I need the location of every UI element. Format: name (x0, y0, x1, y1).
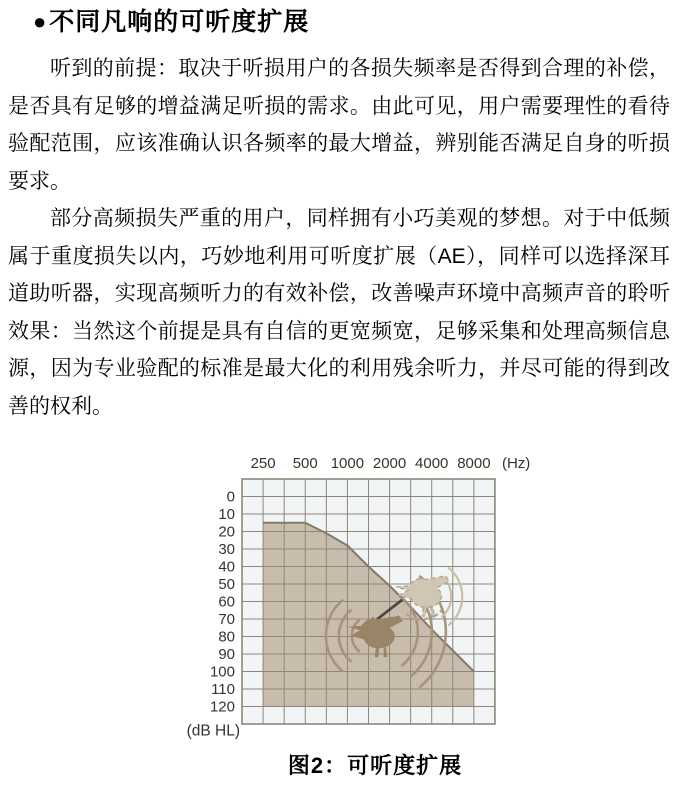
axis-label: 250 (250, 455, 276, 472)
paragraph-1: 听到的前提：取决于听损用户的各损失频率是否得到合理的补偿，是否具有足够的增益满足听损的需求。由此可见，用户需要理性的看待验配范围，应该准确认识各频率的最大增益，辨别能否满足自身的听损要求。 (8, 57, 670, 193)
axis-label: 10 (218, 506, 235, 524)
axis-label: 120 (209, 698, 235, 716)
axis-label: 0 (226, 488, 235, 506)
axis-label: 40 (218, 558, 235, 576)
bullet-icon: ● (33, 9, 48, 34)
axis-label: 30 (218, 541, 235, 559)
axis-label: 90 (218, 646, 235, 664)
axis-label: 2000 (372, 455, 407, 472)
axis-label: 80 (218, 628, 235, 646)
axis-label: (Hz) (501, 455, 531, 472)
axis-label: 500 (292, 455, 318, 472)
axis-label: 1000 (330, 455, 365, 472)
figure-audiogram (180, 449, 570, 780)
axis-label: 20 (218, 523, 235, 541)
audiogram-chart (180, 449, 570, 749)
axis-label: 70 (218, 611, 235, 629)
axis-label: (dB HL) (186, 722, 240, 740)
axis-label: 100 (209, 663, 235, 681)
axis-label: 4000 (415, 455, 449, 472)
figure-caption: 图2：可听度扩展 (287, 753, 463, 778)
axis-label: 60 (218, 593, 235, 611)
axis-label: 50 (218, 576, 235, 594)
axis-label: 8000 (457, 455, 491, 472)
page-title-text: 不同凡响的可听度扩展 (49, 8, 310, 36)
paragraph-2: 部分高频损失严重的用户，同样拥有小巧美观的梦想。对于中低频属于重度损失以内，巧妙地利用可听度扩展（AE），同样可以选择深耳道助听器，实现高频听力的有效补偿，改善噪声环境中高频声音的聆听效果：当然这个前提是具有自信的更宽频宽，足够采集和处理高频信息源，因为专业验配的标准是最大化的利用残余听力，并尽可能的得到改善的权利。 (8, 207, 670, 418)
page-title (0, 0, 680, 39)
axis-label: 110 (211, 681, 235, 699)
